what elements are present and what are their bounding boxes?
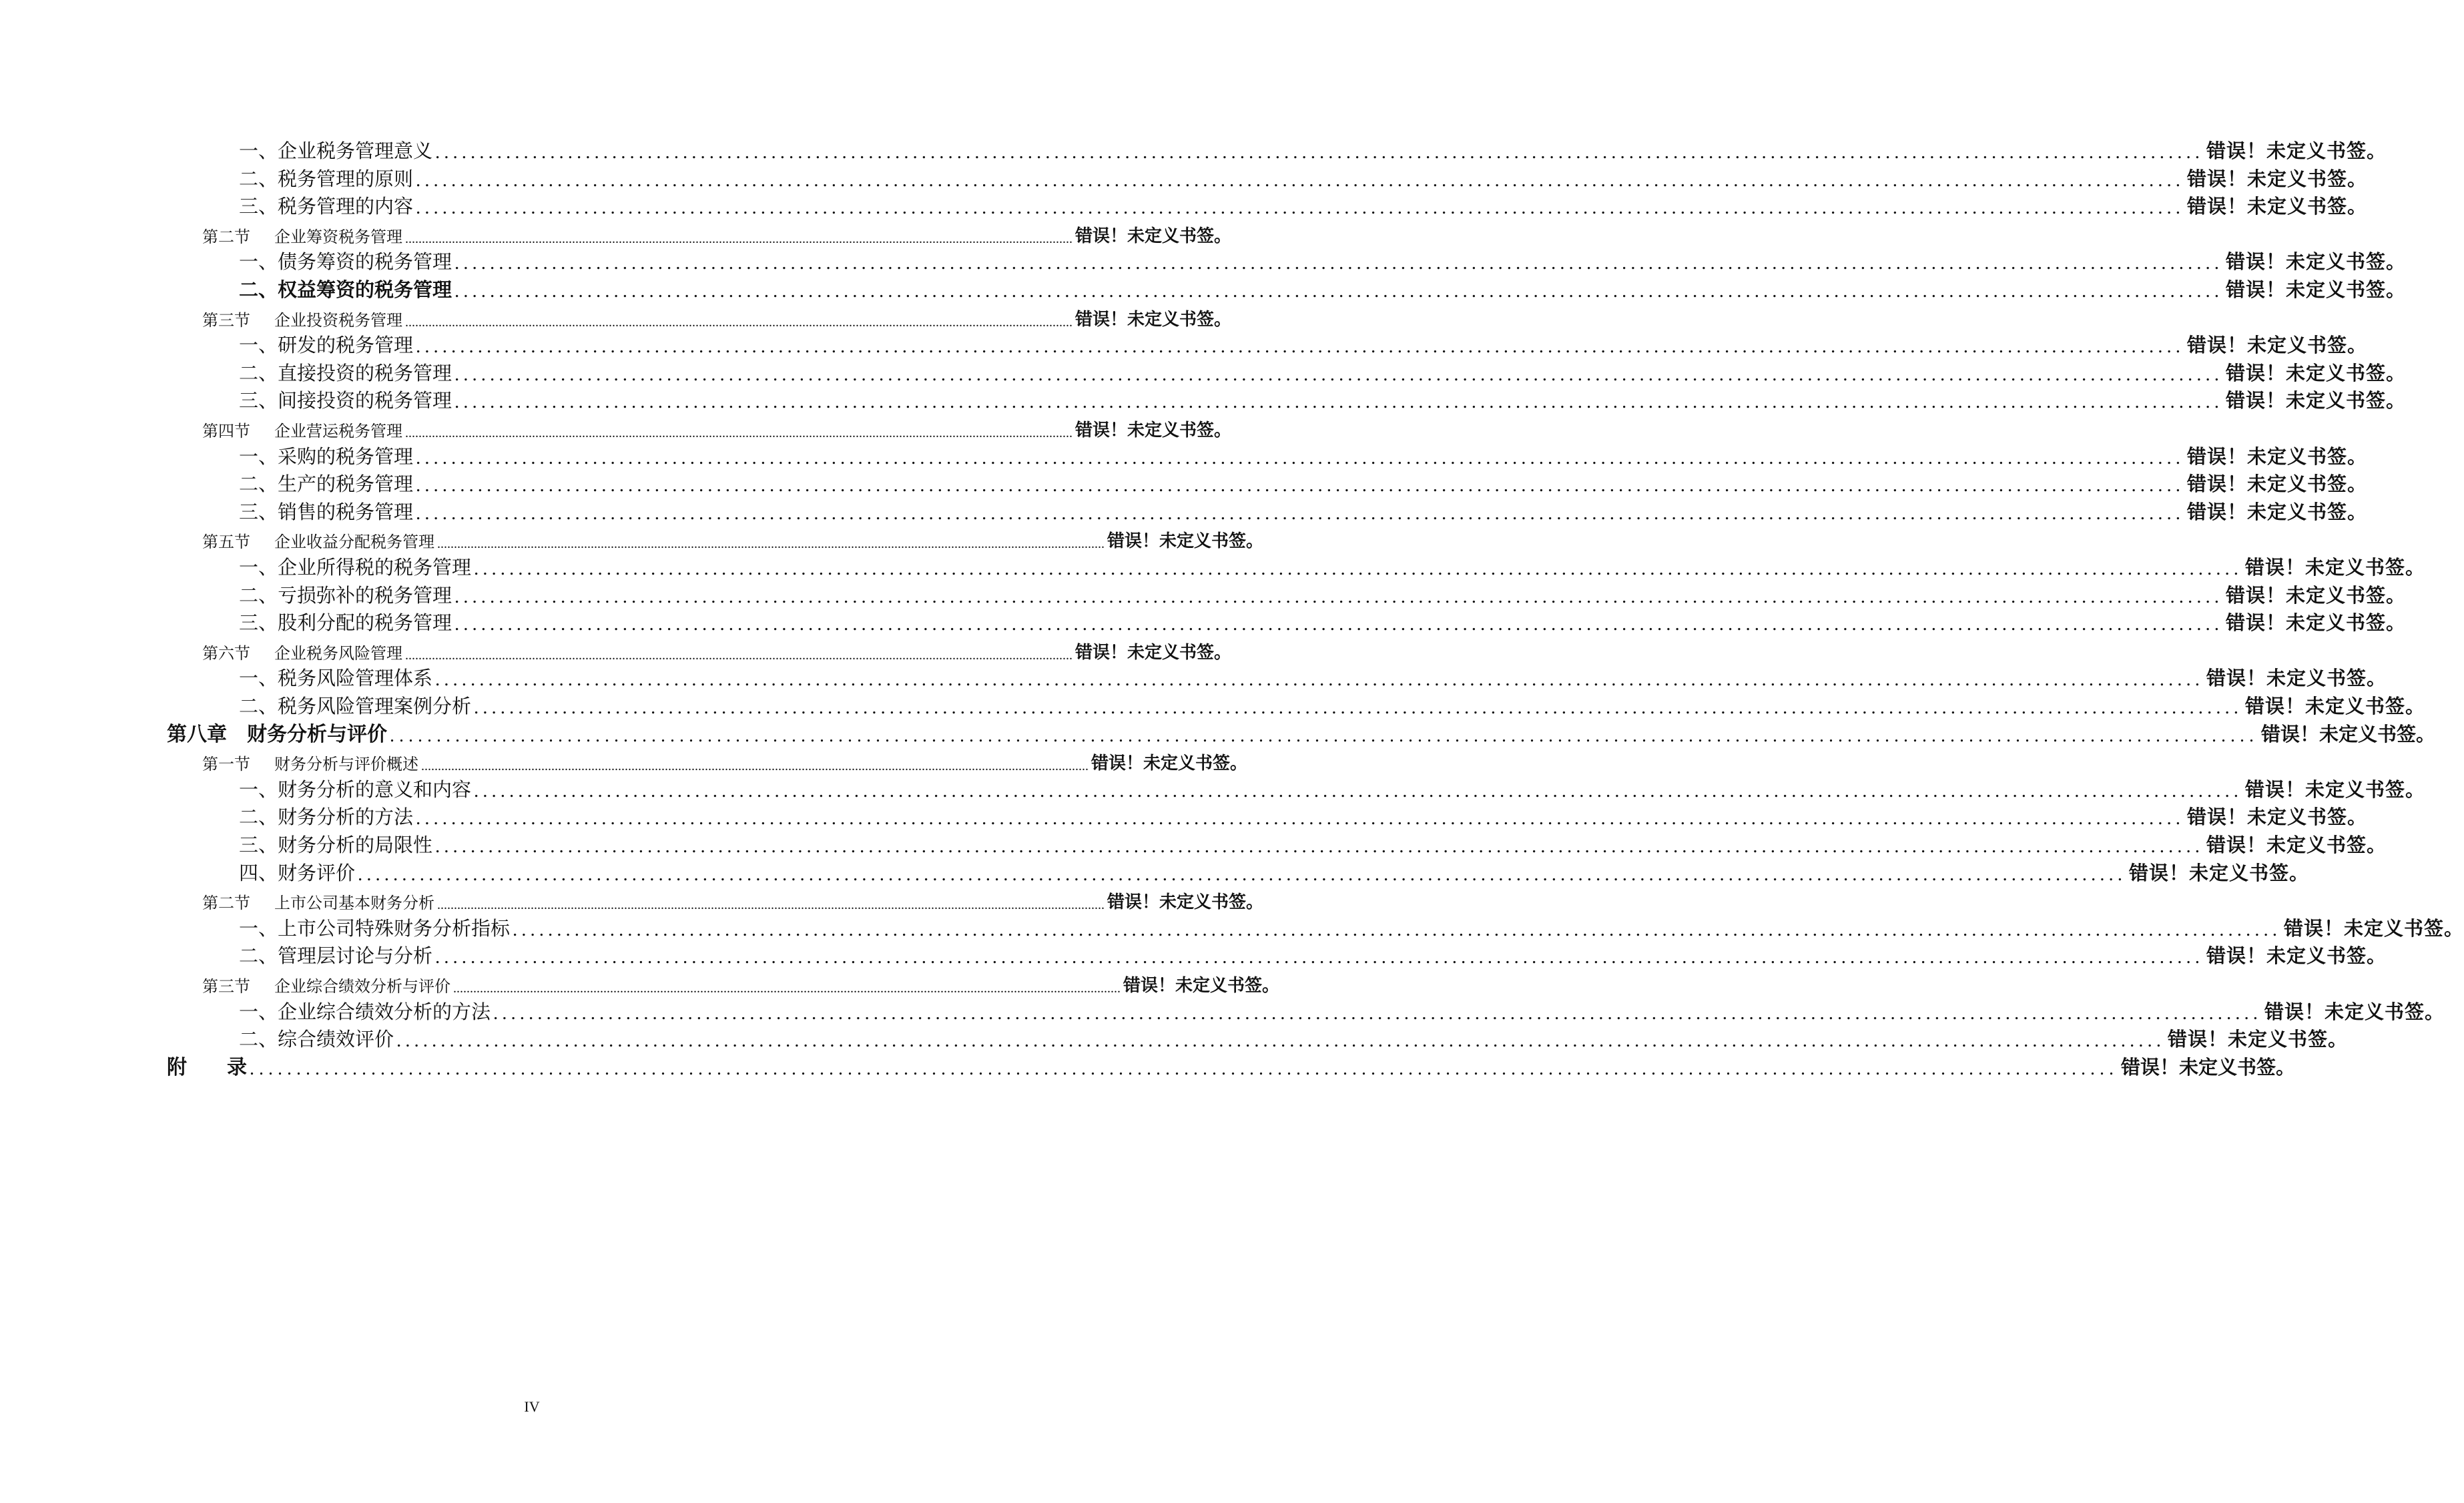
toc-dot-leader: ........................................................................................................................................................................................................ — [416, 475, 2185, 497]
toc-section-number: 第四节 — [202, 423, 250, 440]
toc-entry-item[interactable] — [239, 663, 2387, 691]
toc-page-reference: 错误！未定义书签。 — [2187, 473, 2368, 496]
toc-page-reference: 错误！未定义书签。 — [2245, 778, 2426, 801]
toc-entry-item[interactable] — [239, 913, 2464, 941]
toc-page-reference: 错误！未定义书签。 — [1123, 976, 1280, 996]
toc-dot-leader: ........................................................................................................................................................................................................ — [437, 537, 1105, 552]
toc-section-number: 第二节 — [202, 895, 250, 913]
toc-dot-leader: ........................................................................................................................................................................................................ — [405, 647, 1072, 663]
toc-entry-item[interactable] — [239, 607, 2407, 635]
toc-entry-title: 一、上市公司特殊财务分析指标 — [239, 916, 511, 940]
toc-page-reference: 错误！未定义书签。 — [2206, 139, 2387, 162]
toc-section-title: 企业筹资税务管理 — [274, 228, 402, 246]
toc-entry-title: 三、税务管理的内容 — [239, 195, 414, 218]
page-number: IV — [524, 1398, 540, 1415]
toc-section-number: 第二节 — [202, 228, 250, 246]
toc-page-reference: 错误！未定义书签。 — [2187, 500, 2368, 523]
toc-entry-title: 二、财务分析的方法 — [239, 806, 414, 829]
toc-entry-title: 二、管理层讨论与分析 — [239, 944, 433, 968]
toc-dot-leader: ........................................................................................................................................................................................................ — [435, 946, 2204, 968]
toc-dot-leader: ........................................................................................................................................................................................................ — [396, 1030, 2166, 1052]
toc-dot-leader: ........................................................................................................................................................................................................ — [358, 863, 2127, 885]
toc-page-reference: 错误！未定义书签。 — [2226, 278, 2407, 301]
toc-entry-sec[interactable] — [202, 968, 1280, 996]
toc-entry-sec[interactable] — [202, 219, 1232, 247]
toc-entry-item[interactable] — [239, 802, 2368, 830]
toc-entry-item[interactable] — [239, 358, 2407, 386]
toc-section-title: 企业投资税务管理 — [274, 312, 402, 330]
toc-entry-title — [202, 751, 418, 774]
toc-entry-title — [202, 640, 402, 663]
toc-section-title: 企业营运税务管理 — [274, 423, 402, 440]
toc-page-reference: 错误！未定义书签。 — [1075, 226, 1232, 246]
toc-page-reference: 错误！未定义书签。 — [2187, 806, 2368, 829]
toc-entry-item[interactable] — [239, 469, 2368, 497]
toc-dot-leader: ........................................................................................................................................................................................................ — [454, 391, 2224, 413]
toc-entry-title: 一、债务筹资的税务管理 — [239, 250, 452, 274]
toc-dot-leader: ........................................................................................................................................................................................................ — [474, 558, 2243, 579]
toc-entry-title: 一、企业综合绩效分析的方法 — [239, 1000, 491, 1023]
toc-entry-title — [202, 529, 434, 552]
toc-page-reference: 错误！未定义书签。 — [1107, 892, 1264, 913]
toc-page-reference: 错误！未定义书签。 — [2226, 611, 2407, 635]
toc-entry-title: 二、税务管理的原则 — [239, 167, 414, 190]
toc-entry-title: 一、税务风险管理体系 — [239, 667, 433, 690]
toc-entry-item[interactable] — [239, 996, 2445, 1024]
toc-entry-title — [202, 890, 434, 913]
toc-entry-title — [202, 418, 402, 441]
toc-dot-leader: ........................................................................................................................................................................................................ — [405, 314, 1072, 330]
toc-dot-leader: ........................................................................................................................................................................................................ — [416, 446, 2185, 469]
toc-dot-leader: ........................................................................................................................................................................................................ — [513, 918, 2282, 940]
toc-section-number: 第六节 — [202, 645, 250, 663]
toc-page-reference: 错误！未定义书签。 — [2284, 916, 2464, 940]
toc-dot-leader: ........................................................................................................................................................................................................ — [416, 502, 2185, 524]
toc-entry-title: 一、研发的税务管理 — [239, 334, 414, 357]
toc-page-reference: 错误！未定义书签。 — [2187, 167, 2368, 190]
toc-entry-sec[interactable] — [202, 302, 1232, 330]
toc-page-reference: 错误！未定义书签。 — [1075, 420, 1232, 440]
toc-entry-title — [202, 973, 450, 996]
toc-dot-leader: ........................................................................................................................................................................................................ — [453, 981, 1121, 996]
toc-section-title: 企业收益分配税务管理 — [274, 534, 434, 552]
toc-section-title: 财务分析与评价概述 — [274, 756, 418, 774]
toc-entry-item[interactable] — [239, 164, 2368, 192]
toc-entry-item[interactable] — [239, 330, 2368, 358]
toc-page-reference: 错误！未定义书签。 — [2168, 1028, 2349, 1051]
toc-entry-title: 附 录 — [167, 1055, 247, 1079]
toc-dot-leader: ........................................................................................................................................................................................................ — [405, 231, 1072, 246]
toc-section-title: 上市公司基本财务分析 — [274, 895, 434, 913]
toc-entry-item[interactable] — [239, 497, 2368, 525]
toc-entry-item[interactable] — [239, 135, 2387, 164]
toc-dot-leader: ........................................................................................................................................................................................................ — [416, 808, 2185, 830]
toc-entry-item[interactable] — [239, 191, 2368, 219]
toc-page-reference: 错误！未定义书签。 — [2245, 556, 2426, 579]
toc-entry-title — [202, 307, 402, 330]
toc-dot-leader: ........................................................................................................................................................................................................ — [454, 613, 2224, 635]
toc-entry-title: 二、税务风险管理案例分析 — [239, 695, 472, 717]
toc-entry-title: 二、亏损弥补的税务管理 — [239, 583, 452, 607]
toc-section-number: 第五节 — [202, 534, 250, 552]
toc-dot-leader: ........................................................................................................................................................................................................ — [493, 1002, 2262, 1024]
toc-entry-title: 一、采购的税务管理 — [239, 444, 414, 468]
toc-page-reference: 错误！未定义书签。 — [1091, 754, 1248, 774]
toc-dot-leader: ........................................................................................................................................................................................................ — [405, 426, 1072, 440]
toc-dot-leader: ........................................................................................................................................................................................................ — [416, 169, 2185, 191]
toc-entry-item[interactable] — [239, 1024, 2349, 1052]
toc-entry-sec[interactable] — [202, 885, 1264, 913]
toc-entry-item[interactable] — [239, 441, 2368, 469]
toc-entry-title: 一、企业税务管理意义 — [239, 139, 433, 162]
toc-page-reference: 错误！未定义书签。 — [2129, 861, 2310, 884]
toc-entry-title: 二、直接投资的税务管理 — [239, 361, 452, 384]
toc-entry-chap[interactable] — [167, 1052, 2296, 1080]
toc-entry-title: 二、权益筹资的税务管理 — [239, 278, 452, 301]
toc-entry-item[interactable] — [239, 830, 2387, 858]
toc-dot-leader: ........................................................................................................................................................................................................ — [474, 697, 2243, 718]
toc-entry-item[interactable] — [239, 691, 2426, 719]
toc-page-reference: 错误！未定义书签。 — [2187, 195, 2368, 218]
toc-dot-leader: ........................................................................................................................................................................................................ — [454, 280, 2224, 302]
toc-entry-item[interactable] — [239, 385, 2407, 413]
toc-page-reference: 错误！未定义书签。 — [2226, 389, 2407, 412]
toc-dot-leader: ........................................................................................................................................................................................................ — [390, 725, 2258, 746]
toc-page-reference: 错误！未定义书签。 — [2226, 361, 2407, 384]
toc-section-number: 第三节 — [202, 978, 250, 996]
toc-dot-leader: ........................................................................................................................................................................................................ — [454, 585, 2224, 607]
toc-page-reference: 错误！未定义书签。 — [2245, 695, 2426, 717]
toc-entry-sec[interactable] — [202, 746, 1248, 774]
toc-entry-title: 二、综合绩效评价 — [239, 1028, 394, 1051]
toc-entry-item[interactable] — [239, 940, 2387, 968]
toc-entry-title — [202, 224, 402, 247]
toc-dot-leader: ........................................................................................................................................................................................................ — [416, 336, 2185, 358]
toc-entry-item[interactable] — [239, 858, 2310, 886]
toc-dot-leader: ........................................................................................................................................................................................................ — [454, 252, 2224, 274]
toc-dot-leader: ........................................................................................................................................................................................................ — [474, 780, 2243, 802]
toc-dot-leader: ........................................................................................................................................................................................................ — [437, 898, 1105, 913]
toc-page-reference: 错误！未定义书签。 — [2226, 583, 2407, 607]
toc-page-reference: 错误！未定义书签。 — [1075, 309, 1232, 330]
toc-entry-item[interactable] — [239, 246, 2407, 274]
toc-dot-leader: ........................................................................................................................................................................................................ — [454, 363, 2224, 385]
toc-entry-title: 二、生产的税务管理 — [239, 473, 414, 496]
toc-dot-leader: ........................................................................................................................................................................................................ — [250, 1058, 2118, 1079]
toc-entry-sec[interactable] — [202, 413, 1232, 441]
toc-page-reference: 错误！未定义书签。 — [2121, 1055, 2296, 1079]
toc-page-reference: 错误！未定义书签。 — [2264, 1000, 2445, 1023]
toc-section-title: 企业税务风险管理 — [274, 645, 402, 663]
toc-dot-leader: ........................................................................................................................................................................................................ — [416, 197, 2185, 219]
toc-section-title: 企业综合绩效分析与评价 — [274, 978, 450, 996]
toc-entry-item[interactable] — [239, 552, 2426, 580]
toc-page-reference: 错误！未定义书签。 — [2226, 250, 2407, 274]
toc-dot-leader: ........................................................................................................................................................................................................ — [421, 759, 1089, 774]
toc-entry-title: 三、股利分配的税务管理 — [239, 611, 452, 635]
toc-page-reference: 错误！未定义书签。 — [2187, 444, 2368, 468]
toc-page-reference: 错误！未定义书签。 — [2206, 834, 2387, 856]
toc-section-number: 第三节 — [202, 312, 250, 330]
toc-dot-leader: ........................................................................................................................................................................................................ — [435, 141, 2204, 163]
toc-section-number: 第一节 — [202, 756, 250, 774]
toc-entry-title: 第八章 财务分析与评价 — [167, 722, 387, 746]
toc-page-reference: 错误！未定义书签。 — [2187, 334, 2368, 357]
toc-entry-item[interactable] — [239, 774, 2426, 802]
toc-page-reference: 错误！未定义书签。 — [1107, 531, 1264, 552]
toc-entry-title: 四、财务评价 — [239, 861, 356, 884]
toc-dot-leader: ........................................................................................................................................................................................................ — [435, 669, 2204, 691]
toc-entry-sec[interactable] — [202, 524, 1264, 552]
toc-page-reference: 错误！未定义书签。 — [2206, 667, 2387, 690]
toc-entry-sec[interactable] — [202, 635, 1232, 663]
toc-entry-item[interactable] — [239, 580, 2407, 608]
toc-entry-chap[interactable] — [167, 719, 2436, 747]
toc-page-reference: 错误！未定义书签。 — [1075, 642, 1232, 663]
toc-entry-title: 一、财务分析的意义和内容 — [239, 778, 472, 801]
toc-entry-title: 三、财务分析的局限性 — [239, 834, 433, 856]
toc-entry-title: 一、企业所得税的税务管理 — [239, 556, 472, 579]
toc-entry-title: 三、间接投资的税务管理 — [239, 389, 452, 412]
toc-entry-title: 三、销售的税务管理 — [239, 500, 414, 523]
toc-page-reference: 错误！未定义书签。 — [2261, 722, 2436, 745]
toc-page-reference: 错误！未定义书签。 — [2206, 944, 2387, 968]
toc-entry-item[interactable] — [239, 274, 2407, 302]
toc-dot-leader: ........................................................................................................................................................................................................ — [435, 836, 2204, 857]
